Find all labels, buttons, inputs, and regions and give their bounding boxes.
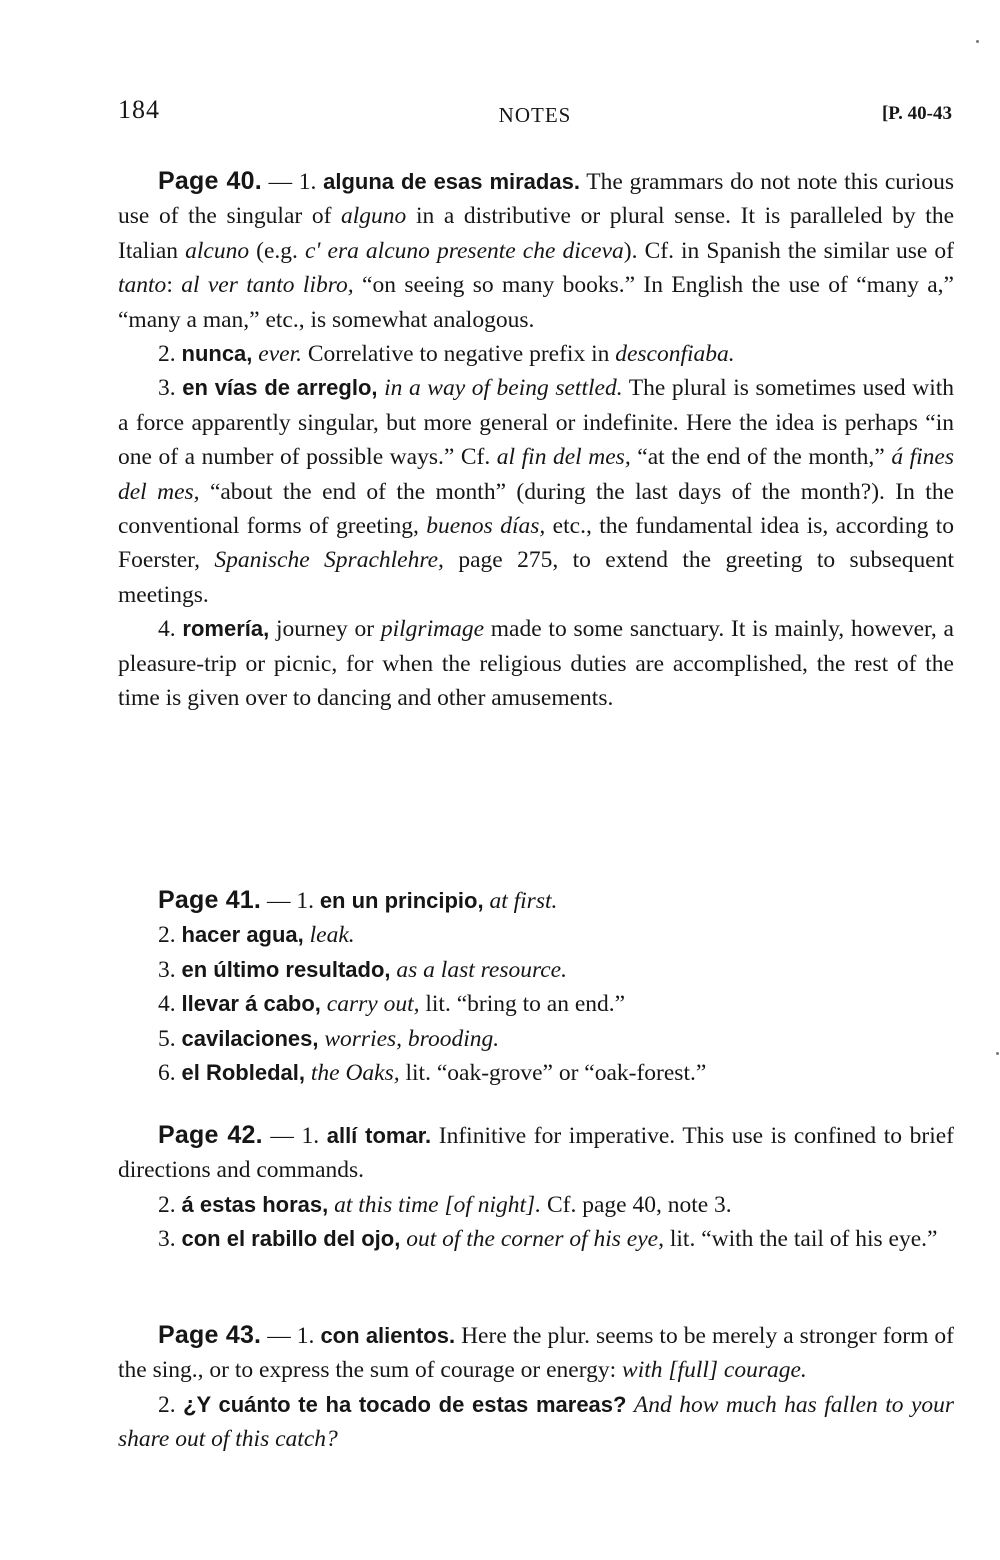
notes-page-40 (118, 164, 954, 716)
note-42-1: Page 42. — 1. allí tomar. Infinitive for imperative. This use is confined to brief directions and commands. (118, 1121, 954, 1184)
section-label: Page 41. (158, 886, 262, 914)
note-term: con alientos. (320, 1323, 456, 1348)
section-label: Page 42. (158, 1121, 263, 1149)
note-term: nunca, (181, 341, 253, 367)
note-term: llevar á cabo, (181, 991, 321, 1017)
note-43-1: Page 43. — 1. con alientos. Here the plur. seems to be merely a stronger form of the sing., or to express the sum of courage or energy: with [full] courage. (118, 1321, 954, 1384)
page-range: [P. 40-43 (881, 103, 952, 124)
note-40-3: 3. en vías de arreglo, in a way of being settled. The plural is sometimes used with a force apparently singular, but more general or indefinite. Here the idea is perhaps “in one of a number of possible ways.” Cf. al fin del mes, “at the end of the month,” á fines del mes, “about the end of the month” (during the last days of the month?). In the conventional forms of greeting, buenos días, etc., the fundamental idea is, according to Foerster, Spanische Sprachlehre, page 275, to extend the greeting to subsequent meetings. (118, 375, 955, 608)
scan-speck (996, 1052, 999, 1055)
note-term: cavilaciones, (181, 1025, 319, 1051)
note-41-1: Page 41. — 1. en un principio, at first. (158, 886, 558, 914)
note-41-6: 6. el Robledal, the Oaks, lit. “oak-grove” or “oak-forest.” (158, 1060, 707, 1087)
scan-speck (976, 40, 979, 43)
note-term: en vías de arreglo, (182, 375, 378, 401)
note-term: hacer agua, (181, 922, 304, 948)
note-41-2: 2. hacer agua, leak. (158, 922, 355, 949)
notes-page-42 (118, 1118, 954, 1257)
note-term: allí tomar. (326, 1123, 432, 1148)
note-40-1: Page 40. — 1. alguna de esas miradas. The grammars do not note this curious use of the singular of alguno in a distributive or plural sense. It is paralleled by the Italian alcuno (e.g. c' era alcuno presente che diceva). Cf. in Spanish the similar use of tanto: al ver tanto libro, “on seeing so many books.” In English the use of “many a,” “many a man,” etc., is somewhat analogous. (118, 167, 955, 333)
note-term: á estas horas, (181, 1191, 329, 1217)
note-41-4: 4. llevar á cabo, carry out, lit. “bring to an end.” (158, 991, 626, 1018)
note-term: el Robledal, (181, 1060, 305, 1086)
note-term: en un principio, (319, 888, 484, 913)
note-43-2: 2. ¿Y cuánto te ha tocado de estas mareas? And how much has fallen to your share out of this catch? (118, 1391, 955, 1453)
note-term: en último resultado, (181, 956, 391, 982)
note-term: con el rabillo del ojo, (181, 1226, 401, 1252)
note-term: alguna de esas miradas. (323, 169, 580, 194)
note-41-3: 3. en último resultado, as a last resource. (158, 956, 567, 983)
note-40-2: 2. nunca, ever. Correlative to negative prefix in desconfiaba. (158, 341, 735, 368)
notes-page-41 (118, 883, 954, 1090)
running-header (118, 95, 952, 145)
note-42-3: 3. con el rabillo del ojo, out of the corner of his eye, lit. “with the tail of his eye.” (158, 1226, 938, 1253)
section-label: Page 43. (158, 1321, 262, 1349)
note-42-2: 2. á estas horas, at this time [of night]. Cf. page 40, note 3. (158, 1191, 732, 1218)
section-label: Page 40. (158, 167, 262, 195)
note-40-4: 4. romería, journey or pilgrimage made to some sanctuary. It is mainly, however, a pleasure-trip or picnic, for when the religious duties are accomplished, the rest of the time is given over to dancing and other amusements. (118, 616, 954, 712)
note-term: ¿Y cuánto te ha tocado de estas mareas? (183, 1391, 627, 1417)
note-term: romería, (182, 616, 270, 642)
note-41-5: 5. cavilaciones, worries, brooding. (158, 1025, 500, 1052)
running-title: NOTES (498, 103, 572, 127)
notes-page-43 (118, 1318, 954, 1457)
page-number: 184 (118, 95, 160, 124)
